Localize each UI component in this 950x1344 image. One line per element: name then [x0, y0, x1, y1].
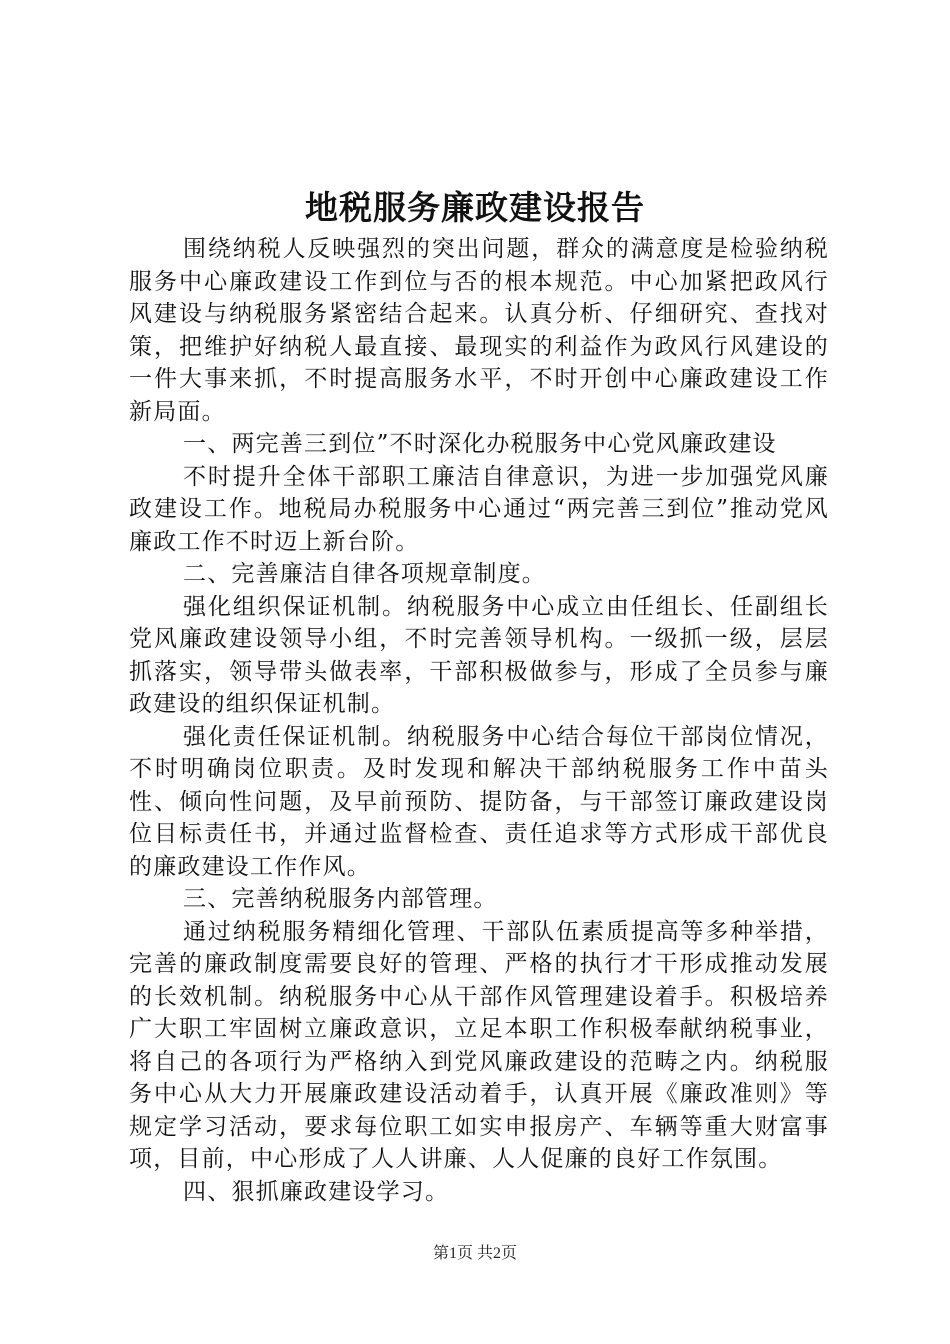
section-heading-2: 二、完善廉洁自律各项规章制度。	[183, 561, 546, 587]
section-heading-1: 一、两完善三到位”不时深化办税服务中心党风廉政建设	[183, 431, 777, 457]
paragraph-2b: 强化责任保证机制。纳税服务中心结合每位干部岗位情况，不时明确岗位职责。及时发现和解决干部纳税服务工作中苗头性、倾向性问题，及早前预防、提防备，与干部签订廉政建设岗位目标责任书，并通过监督检查、责任追求等方式形成干部优良的廉政建设工作作风。	[129, 723, 829, 880]
page-footer: 第1页 共2页	[432, 1245, 517, 1262]
document-body	[129, 233, 829, 1208]
document-title: 地税服务廉政建设报告	[305, 188, 645, 227]
paragraph-1: 不时提升全体干部职工廉洁自律意识，为进一步加强党风廉政建设工作。地税局办税服务中心通过“两完善三到位”推动党风廉政工作不时迈上新台阶。	[129, 463, 829, 555]
paragraph-2a: 强化组织保证机制。纳税服务中心成立由任组长、任副组长党风廉政建设领导小组，不时完善领导机构。一级抓一级，层层抓落实，领导带头做表率，干部积极做参与，形成了全员参与廉政建设的组织保证机制。	[129, 593, 829, 717]
paragraph-intro: 围绕纳税人反映强烈的突出问题，群众的满意度是检验纳税服务中心廉政建设工作到位与否的根本规范。中心加紧把政风行风建设与纳税服务紧密结合起来。认真分析、仔细研究、查找对策，把维护好纳税人最直接、最现实的利益作为政风行风建设的一件大事来抓，不时提高服务水平，不时开创中心廉政建设工作新局面。	[129, 236, 829, 425]
paragraph-3: 通过纳税服务精细化管理、干部队伍素质提高等多种举措，完善的廉政制度需要良好的管理、严格的执行才干形成推动发展的长效机制。纳税服务中心从干部作风管理建设着手。积极培养广大职工牢固树立廉政意识，立足本职工作积极奉献纳税事业，将自己的各项行为严格纳入到党风廉政建设的范畴之内。纳税服务中心从大力开展廉政建设活动着手，认真开展《廉政准则》等规定学习活动，要求每位职工如实申报房产、车辆等重大财富事项，目前，中心形成了人人讲廉、人人促廉的良好工作氛围。	[129, 918, 829, 1172]
section-heading-4: 四、狠抓廉政建设学习。	[183, 1178, 450, 1205]
section-heading-3: 三、完善纳税服务内部管理。	[183, 886, 498, 912]
